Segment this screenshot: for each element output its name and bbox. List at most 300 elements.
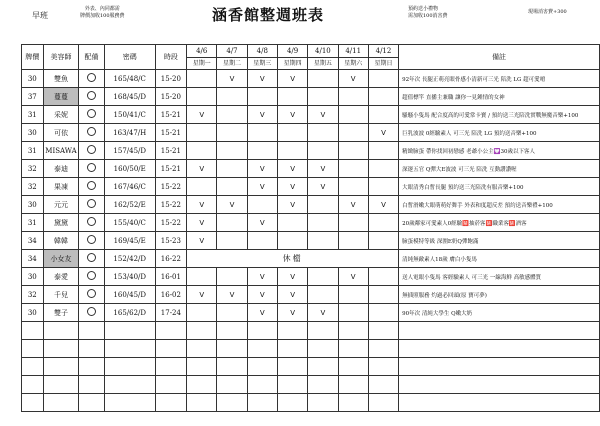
- seat-cell: [79, 268, 104, 286]
- day-mark: [247, 124, 277, 142]
- day-mark: V: [187, 196, 217, 214]
- circle-icon: [87, 289, 96, 298]
- empty-cell: [187, 376, 217, 394]
- table-row: [22, 250, 600, 268]
- day-mark: [217, 268, 247, 286]
- circle-icon: [87, 235, 96, 244]
- day-mark: [308, 268, 338, 286]
- code-cell: 155/40/C: [104, 214, 155, 232]
- empty-cell: [338, 340, 368, 358]
- empty-row: [22, 376, 600, 394]
- day-weekday: 星期一: [192, 59, 211, 67]
- empty-cell: [399, 322, 600, 340]
- schedule-table: [21, 44, 600, 412]
- day-mark: [187, 124, 217, 142]
- day-mark: V: [247, 268, 277, 286]
- header-note-left: [80, 6, 125, 20]
- table-row: [22, 106, 600, 124]
- empty-cell: [22, 394, 44, 412]
- empty-row: [22, 322, 600, 340]
- day-mark: [277, 88, 307, 106]
- code-cell: 160/45/D: [104, 286, 155, 304]
- day-mark: [217, 106, 247, 124]
- table-row: [22, 304, 600, 322]
- seat-cell: [79, 196, 104, 214]
- day-mark: V: [247, 106, 277, 124]
- empty-cell: [155, 340, 186, 358]
- seat-cell: [79, 178, 104, 196]
- note-cell: 精緻臉蛋 帶你找回初戀感 老爺小公主💟30歲以下客人: [399, 142, 600, 160]
- empty-cell: [187, 394, 217, 412]
- header-note-right-line2: 需加收100消害費: [408, 13, 448, 19]
- code-cell: 157/45/D: [104, 142, 155, 160]
- empty-cell: [79, 376, 104, 394]
- code-cell: 165/48/C: [104, 70, 155, 88]
- day-mark: [217, 124, 247, 142]
- code-cell: 167/46/C: [104, 178, 155, 196]
- empty-cell: [308, 322, 338, 340]
- day-mark: [308, 142, 338, 160]
- stylist-name: 小女友: [43, 250, 79, 268]
- empty-cell: [104, 358, 155, 376]
- col-day-7: [368, 45, 398, 70]
- empty-cell: [247, 394, 277, 412]
- day-mark: [368, 142, 398, 160]
- empty-cell: [79, 322, 104, 340]
- empty-cell: [104, 322, 155, 340]
- day-mark: [338, 142, 368, 160]
- code-cell: 153/40/D: [104, 268, 155, 286]
- circle-icon: [87, 271, 96, 280]
- stylist-name: 蔓蔓: [43, 88, 79, 106]
- time-slot: 16-02: [155, 286, 186, 304]
- empty-cell: [308, 340, 338, 358]
- day-mark: [187, 88, 217, 106]
- empty-cell: [399, 358, 600, 376]
- empty-cell: [104, 394, 155, 412]
- stylist-name: 元元: [43, 196, 79, 214]
- note-cell: 92年次 長腿正萌亮眼骨感小清新可三光 陪洗 LG 超可愛唷: [399, 70, 600, 88]
- day-mark: V: [187, 214, 217, 232]
- empty-cell: [187, 358, 217, 376]
- col-day-1: [187, 45, 217, 70]
- price-cell: 32: [22, 178, 44, 196]
- time-slot: 15-21: [155, 142, 186, 160]
- note-cell: 20歲鄰家可愛素人0經驗🈲抽菸客🈲職業客🈲酒客: [399, 214, 600, 232]
- shift-label: 早班: [32, 11, 48, 20]
- empty-cell: [217, 358, 247, 376]
- empty-row: [22, 394, 600, 412]
- empty-cell: [104, 376, 155, 394]
- seat-cell: [79, 124, 104, 142]
- price-cell: 31: [22, 106, 44, 124]
- day-weekday: 星期日: [374, 59, 393, 67]
- col-day-4: [277, 45, 307, 70]
- code-cell: 162/52/E: [104, 196, 155, 214]
- day-mark: [187, 178, 217, 196]
- day-mark: [338, 106, 368, 124]
- day-mark: V: [308, 106, 338, 124]
- price-cell: 30: [22, 124, 44, 142]
- table-row: [22, 160, 600, 178]
- table-row: [22, 196, 600, 214]
- note-cell: 清純無敵素人18歲 膚白小隻馬: [399, 250, 600, 268]
- day-mark: [187, 268, 217, 286]
- day-mark: V: [277, 160, 307, 178]
- note-cell: 巨乳波波 0經驗素人 可三光 陪洗 LG 預約送音樂+100: [399, 124, 600, 142]
- day-mark: [247, 232, 277, 250]
- table-row: [22, 232, 600, 250]
- circle-icon: [87, 73, 96, 82]
- day-mark: V: [247, 178, 277, 196]
- code-cell: 160/50/E: [104, 160, 155, 178]
- day-mark: [308, 124, 338, 142]
- day-mark: [247, 88, 277, 106]
- col-seat: 配備: [79, 45, 104, 70]
- empty-cell: [104, 340, 155, 358]
- schedule-body: [22, 70, 600, 412]
- stylist-name: 雙魚: [43, 70, 79, 88]
- table-row: [22, 142, 600, 160]
- day-weekday: 星期四: [283, 59, 302, 67]
- price-cell: 34: [22, 250, 44, 268]
- empty-cell: [308, 394, 338, 412]
- rest-day-cell: 休檔: [187, 250, 399, 268]
- price-cell: 30: [22, 304, 44, 322]
- price-cell: 34: [22, 232, 44, 250]
- empty-cell: [338, 376, 368, 394]
- day-mark: [368, 70, 398, 88]
- day-mark: V: [277, 70, 307, 88]
- price-cell: 31: [22, 142, 44, 160]
- day-mark: [308, 232, 338, 250]
- stylist-name: 可依: [43, 124, 79, 142]
- stylist-name: 采妮: [43, 106, 79, 124]
- empty-cell: [155, 358, 186, 376]
- empty-cell: [22, 322, 44, 340]
- day-mark: V: [247, 214, 277, 232]
- header-note-right-line1: 預約送小禮物: [408, 6, 439, 12]
- day-mark: V: [277, 268, 307, 286]
- day-date: 4/9: [278, 46, 307, 58]
- col-day-5: [308, 45, 338, 70]
- stylist-name: 千兒: [43, 286, 79, 304]
- day-mark: [217, 88, 247, 106]
- table-row: [22, 70, 600, 88]
- day-mark: [217, 304, 247, 322]
- day-mark: [217, 232, 247, 250]
- empty-cell: [308, 358, 338, 376]
- day-mark: V: [338, 196, 368, 214]
- empty-cell: [43, 340, 79, 358]
- stylist-name: 韓韓: [43, 232, 79, 250]
- day-mark: [338, 178, 368, 196]
- day-mark: [368, 214, 398, 232]
- empty-cell: [247, 322, 277, 340]
- day-date: 4/7: [217, 46, 246, 58]
- empty-cell: [155, 322, 186, 340]
- price-cell: 30: [22, 70, 44, 88]
- day-mark: V: [187, 106, 217, 124]
- day-mark: [217, 142, 247, 160]
- empty-cell: [277, 376, 307, 394]
- time-slot: 15-21: [155, 160, 186, 178]
- empty-cell: [368, 322, 398, 340]
- day-mark: [217, 214, 247, 232]
- empty-cell: [247, 376, 277, 394]
- seat-cell: [79, 250, 104, 268]
- day-weekday: 星期六: [344, 59, 363, 67]
- table-row: [22, 178, 600, 196]
- seat-cell: [79, 304, 104, 322]
- day-mark: V: [308, 178, 338, 196]
- seat-cell: [79, 286, 104, 304]
- day-mark: [277, 142, 307, 160]
- code-cell: 152/42/D: [104, 250, 155, 268]
- stylist-name: 果凍: [43, 178, 79, 196]
- day-mark: [338, 88, 368, 106]
- code-cell: 169/45/E: [104, 232, 155, 250]
- empty-cell: [338, 322, 368, 340]
- empty-cell: [368, 394, 398, 412]
- day-mark: V: [217, 70, 247, 88]
- empty-cell: [338, 394, 368, 412]
- empty-cell: [217, 322, 247, 340]
- time-slot: 15-21: [155, 124, 186, 142]
- empty-cell: [277, 358, 307, 376]
- day-weekday: 星期三: [253, 59, 272, 67]
- day-mark: V: [277, 178, 307, 196]
- day-mark: V: [187, 286, 217, 304]
- table-row: [22, 268, 600, 286]
- day-mark: [368, 160, 398, 178]
- col-code: 密碼: [104, 45, 155, 70]
- header-note-right: [408, 6, 448, 20]
- empty-cell: [217, 340, 247, 358]
- empty-cell: [247, 358, 277, 376]
- day-mark: [308, 70, 338, 88]
- day-mark: V: [277, 196, 307, 214]
- empty-cell: [79, 358, 104, 376]
- note-cell: 超值標竿 直播主兼職 讓你一見鍾情的女神: [399, 88, 600, 106]
- table-row: [22, 286, 600, 304]
- circle-icon: [87, 109, 96, 118]
- day-weekday: 星期五: [313, 59, 332, 67]
- empty-cell: [79, 394, 104, 412]
- empty-cell: [187, 340, 217, 358]
- empty-cell: [217, 394, 247, 412]
- note-cell: 送人電眼小隻馬 客經驗素人 可三光 一線海鮮 高敏感體質: [399, 268, 600, 286]
- circle-icon: [87, 127, 96, 136]
- day-mark: [217, 160, 247, 178]
- header-note-left-line1: 外表、內同都需: [84, 6, 120, 12]
- day-mark: V: [338, 268, 368, 286]
- empty-row: [22, 358, 600, 376]
- day-mark: [308, 214, 338, 232]
- code-cell: 165/62/D: [104, 304, 155, 322]
- day-mark: V: [187, 232, 217, 250]
- empty-cell: [368, 376, 398, 394]
- seat-cell: [79, 232, 104, 250]
- empty-cell: [338, 358, 368, 376]
- time-slot: 15-20: [155, 70, 186, 88]
- day-mark: [368, 232, 398, 250]
- day-date: 4/12: [369, 46, 398, 58]
- page-title: 涵香館整週班表: [212, 6, 325, 24]
- stylist-name: 雙子: [43, 304, 79, 322]
- seat-cell: [79, 106, 104, 124]
- day-mark: [277, 232, 307, 250]
- empty-cell: [277, 394, 307, 412]
- day-mark: [338, 214, 368, 232]
- day-mark: [368, 286, 398, 304]
- time-slot: 16-01: [155, 268, 186, 286]
- circle-icon: [87, 199, 96, 208]
- day-mark: [187, 70, 217, 88]
- day-mark: V: [247, 286, 277, 304]
- day-mark: V: [277, 106, 307, 124]
- day-mark: [368, 178, 398, 196]
- col-name: 美容師: [43, 45, 79, 70]
- seat-cell: [79, 214, 104, 232]
- day-mark: [338, 304, 368, 322]
- day-mark: V: [247, 70, 277, 88]
- time-slot: 15-20: [155, 88, 186, 106]
- time-slot: 15-22: [155, 178, 186, 196]
- col-day-6: [338, 45, 368, 70]
- empty-cell: [277, 340, 307, 358]
- time-slot: 15-22: [155, 196, 186, 214]
- empty-cell: [368, 358, 398, 376]
- day-date: 4/6: [187, 46, 216, 58]
- note-cell: 大眼清秀白皙長腿 預約送三光陪洗有服音樂+100: [399, 178, 600, 196]
- note-cell: 90年次 清純大學生 Q嫩大奶: [399, 304, 600, 322]
- day-mark: [368, 88, 398, 106]
- col-day-3: [247, 45, 277, 70]
- empty-cell: [399, 340, 600, 358]
- day-mark: [368, 304, 398, 322]
- day-mark: V: [187, 160, 217, 178]
- empty-row: [22, 340, 600, 358]
- empty-cell: [399, 394, 600, 412]
- empty-cell: [187, 322, 217, 340]
- note-cell: 臉蛋模特等級 深圍E奶Q彈飽滿: [399, 232, 600, 250]
- day-mark: V: [368, 196, 398, 214]
- circle-icon: [87, 181, 96, 190]
- table-header-row: [22, 45, 600, 70]
- day-mark: [247, 196, 277, 214]
- price-cell: 30: [22, 268, 44, 286]
- col-notes: 備註: [399, 45, 600, 70]
- note-cell: 白皙滑嫩大眼萌萌好舞手 外表和度超反差 預約送音樂禮+100: [399, 196, 600, 214]
- empty-cell: [155, 394, 186, 412]
- day-mark: [187, 142, 217, 160]
- empty-cell: [277, 322, 307, 340]
- note-cell: 騷騷小隻馬 配合度高的可愛常卡寶 / 預約送三光陪洗實戰無魔音樂+100: [399, 106, 600, 124]
- code-cell: 168/45/D: [104, 88, 155, 106]
- day-mark: V: [217, 286, 247, 304]
- time-slot: 17-24: [155, 304, 186, 322]
- price-cell: 37: [22, 88, 44, 106]
- day-mark: [338, 286, 368, 304]
- empty-cell: [247, 340, 277, 358]
- day-mark: [338, 160, 368, 178]
- price-cell: 30: [22, 196, 44, 214]
- empty-cell: [308, 376, 338, 394]
- circle-icon: [87, 163, 96, 172]
- empty-cell: [368, 340, 398, 358]
- day-mark: [338, 232, 368, 250]
- circle-icon: [87, 217, 96, 226]
- day-mark: [187, 304, 217, 322]
- day-mark: V: [308, 304, 338, 322]
- seat-cell: [79, 142, 104, 160]
- day-mark: [368, 268, 398, 286]
- seat-cell: [79, 70, 104, 88]
- price-cell: 31: [22, 214, 44, 232]
- day-mark: [308, 286, 338, 304]
- day-mark: V: [338, 70, 368, 88]
- day-mark: [308, 88, 338, 106]
- table-row: [22, 214, 600, 232]
- code-cell: 163/47/H: [104, 124, 155, 142]
- day-mark: V: [247, 304, 277, 322]
- col-time: 時段: [155, 45, 186, 70]
- day-weekday: 星期二: [223, 59, 242, 67]
- header-note-far-right: 現場消害費+300: [528, 9, 567, 15]
- empty-cell: [43, 322, 79, 340]
- day-date: 4/11: [339, 46, 368, 58]
- day-mark: V: [217, 196, 247, 214]
- empty-cell: [217, 376, 247, 394]
- time-slot: 15-23: [155, 232, 186, 250]
- seat-cell: [79, 88, 104, 106]
- day-mark: V: [277, 304, 307, 322]
- empty-cell: [155, 376, 186, 394]
- empty-cell: [79, 340, 104, 358]
- empty-cell: [43, 358, 79, 376]
- circle-icon: [87, 253, 96, 262]
- empty-cell: [22, 340, 44, 358]
- day-mark: [338, 124, 368, 142]
- stylist-name: MISAWA: [43, 142, 79, 160]
- header-note-left-line2: 牌價加收100服務費: [80, 13, 125, 19]
- circle-icon: [87, 145, 96, 154]
- price-cell: 32: [22, 286, 44, 304]
- day-mark: [308, 196, 338, 214]
- circle-icon: [87, 91, 96, 100]
- page-header: [0, 0, 600, 44]
- col-price: 牌價: [22, 45, 44, 70]
- circle-icon: [87, 307, 96, 316]
- empty-cell: [43, 376, 79, 394]
- day-date: 4/10: [308, 46, 337, 58]
- empty-cell: [22, 358, 44, 376]
- empty-cell: [399, 376, 600, 394]
- table-row: [22, 88, 600, 106]
- time-slot: 16-22: [155, 250, 186, 268]
- day-mark: [247, 142, 277, 160]
- time-slot: 15-22: [155, 214, 186, 232]
- day-mark: [277, 214, 307, 232]
- col-day-2: [217, 45, 247, 70]
- day-mark: V: [277, 286, 307, 304]
- note-cell: 無插照服務 灼過必回頭(原 寶可夢): [399, 286, 600, 304]
- day-mark: [217, 178, 247, 196]
- code-cell: 150/41/C: [104, 106, 155, 124]
- empty-cell: [22, 376, 44, 394]
- time-slot: 15-21: [155, 106, 186, 124]
